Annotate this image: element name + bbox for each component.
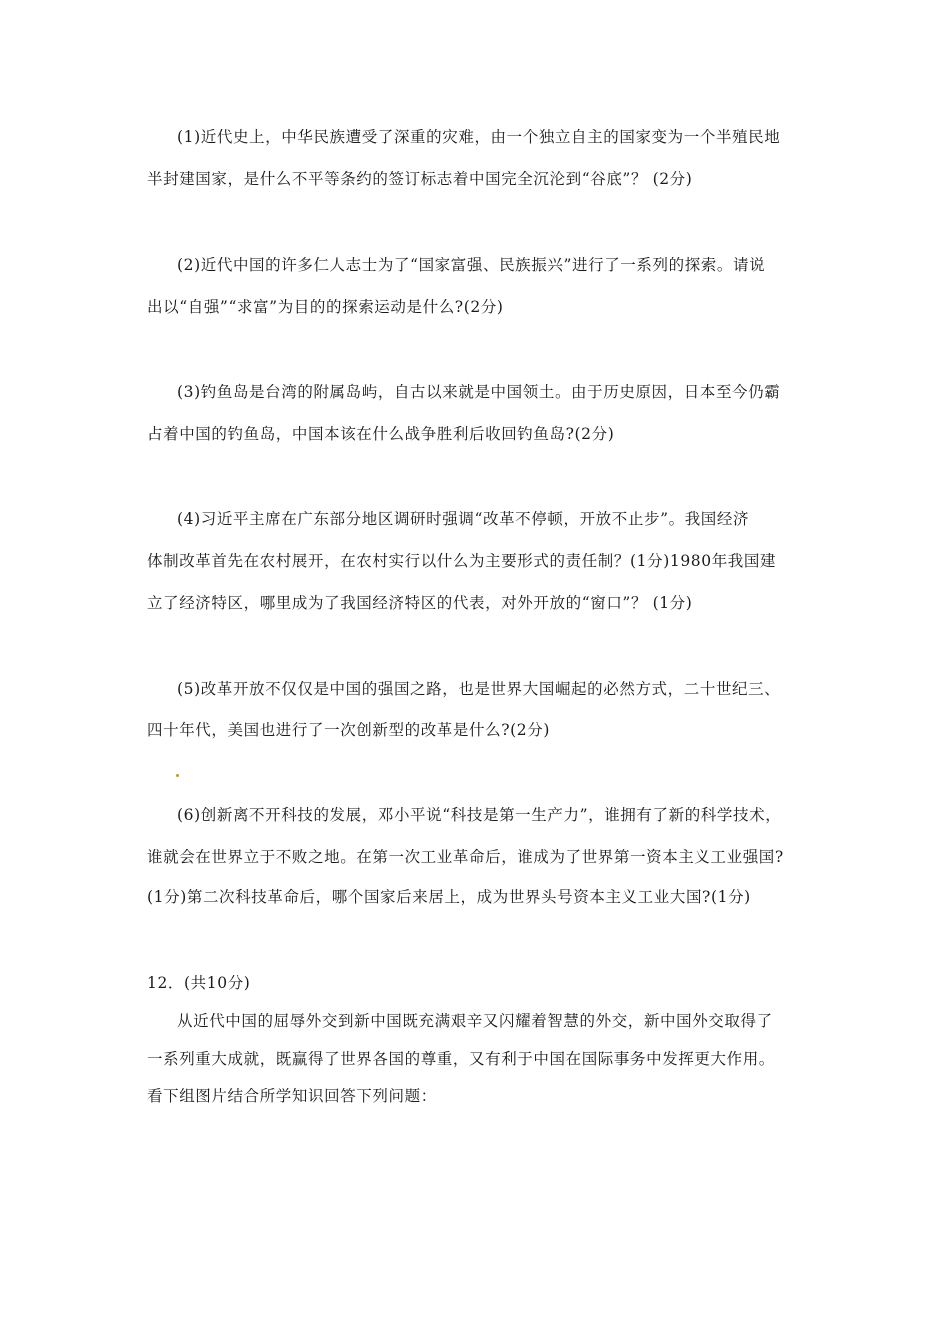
q1-line-2: 半封建国家，是什么不平等条约的签订标志着中国完全沉沦到“谷底”？ (2分)	[147, 170, 693, 188]
section-12-line-2: 一系列重大成就，既赢得了世界各国的尊重，又有利于中国在国际事务中发挥更大作用。	[147, 1050, 775, 1068]
q4-line-3: 立了经济特区，哪里成为了我国经济特区的代表，对外开放的“窗口”？ (1分)	[147, 594, 693, 612]
section-12-line-3: 看下组图片结合所学知识回答下列问题：	[147, 1087, 437, 1105]
q1-line-1: (1)近代史上，中华民族遭受了深重的灾难，由一个独立自主的国家变为一个半殖民地	[177, 128, 781, 146]
q3-line-2: 占着中国的钓鱼岛，中国本该在什么战争胜利后收回钓鱼岛?(2分)	[147, 425, 615, 443]
q4-line-2: 体制改革首先在农村展开，在农村实行以什么为主要形式的责任制？(1分)1980年我国建	[147, 552, 777, 570]
section-12-heading: 12．(共10分)	[147, 974, 251, 992]
q4-line-1: (4)习近平主席在广东部分地区调研时强调“改革不停顿，开放不止步”。我国经济	[177, 510, 750, 528]
q3-line-1: (3)钓鱼岛是台湾的附属岛屿，自古以来就是中国领土。由于历史原因，日本至今仍霸	[177, 383, 781, 401]
stray-mark	[176, 774, 179, 777]
q5-line-2: 四十年代，美国也进行了一次创新型的改革是什么?(2分)	[147, 721, 550, 739]
section-12-line-1: 从近代中国的屈辱外交到新中国既充满艰辛又闪耀着智慧的外交，新中国外交取得了	[177, 1012, 773, 1030]
q2-line-1: (2)近代中国的许多仁人志士为了“国家富强、民族振兴”进行了一系列的探索。请说	[177, 256, 766, 274]
q2-line-2: 出以“自强”“求富”为目的的探索运动是什么?(2分)	[147, 298, 504, 316]
q6-line-3: (1分)第二次科技革命后，哪个国家后来居上，成为世界头号资本主义工业大国?(1分)	[147, 888, 751, 906]
q6-line-1: (6)创新离不开科技的发展，邓小平说“科技是第一生产力”，谁拥有了新的科学技术，	[177, 806, 782, 824]
q6-line-2: 谁就会在世界立于不败之地。在第一次工业革命后，谁成为了世界第一资本主义工业强国?	[147, 848, 784, 866]
q5-line-1: (5)改革开放不仅仅是中国的强国之路，也是世界大国崛起的必然方式，二十世纪三、	[177, 680, 781, 698]
